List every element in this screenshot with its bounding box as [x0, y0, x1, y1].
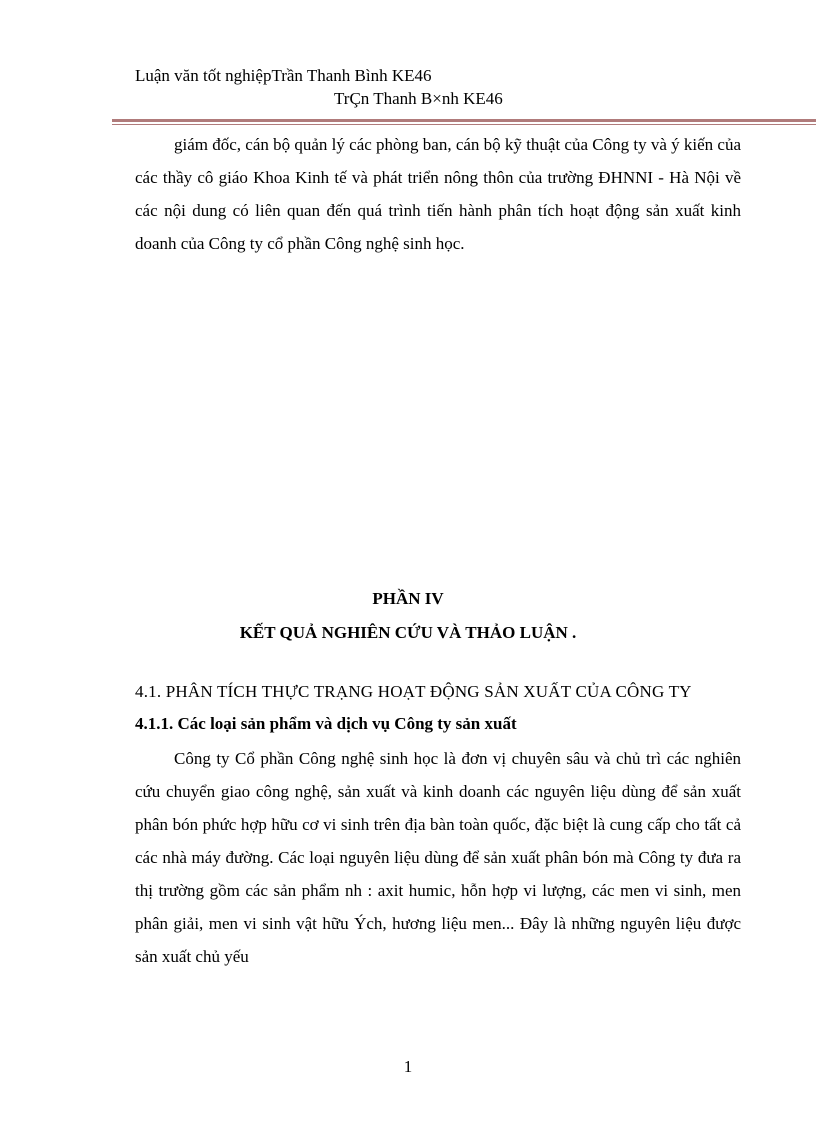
body-paragraph-1 [135, 128, 741, 260]
body-paragraph-2 [135, 742, 741, 973]
part-title: PHẦN IV [372, 589, 444, 608]
page-number: 1 [403, 1057, 413, 1076]
paragraph-text: Công ty Cổ phần Công nghệ sinh học là đơn vị chuyên sâu và chủ trì các nghiên cứu chuyển giao công nghệ, sản xuất và kinh doanh các nguyên liệu dùng để sản xuất phân bón phức hợp hữu cơ vi sinh trên địa bàn toàn quốc, đặc biệt là cung cấp cho tất cả các nhà máy đường. Các loại nguyên liệu dùng để sản xuất phân bón mà Công ty đưa ra thị trường gồm các sản phẩm nh : axit humic, hỗn hợp vi lượng, các men vi sinh, men phân giải, men vi sinh vật hữu Ých, hương liệu men... Đây là những nguyên liệu được sản xuất chủ yếu [135, 749, 741, 966]
running-header-line2: TrÇn Thanh B×nh KE46 [334, 89, 503, 108]
running-header-line1: Luận văn tốt nghiệpTrần Thanh Bình KE46 [135, 66, 432, 85]
header-rule-thin [112, 124, 816, 125]
part-subtitle: KẾT QUẢ NGHIÊN CỨU VÀ THẢO LUẬN . [239, 623, 577, 642]
section-heading: 4.1. PHÂN TÍCH THỰC TRẠNG HOẠT ĐỘNG SẢN XUẤT CỦA CÔNG TY [135, 682, 692, 701]
paragraph-text: giám đốc, cán bộ quản lý các phòng ban, cán bộ kỹ thuật của Công ty và ý kiến của các thầy cô giáo Khoa Kinh tế và phát triển nông thôn của trường ĐHNNI - Hà Nội về các nội dung có liên quan đến quá trình tiến hành phân tích hoạt động sản xuất kinh doanh của Công ty cổ phần Công nghệ sinh học. [135, 135, 741, 253]
header-rule [112, 119, 816, 122]
subsection-heading: 4.1.1. Các loại sản phẩm và dịch vụ Công ty sản xuất [135, 714, 517, 733]
